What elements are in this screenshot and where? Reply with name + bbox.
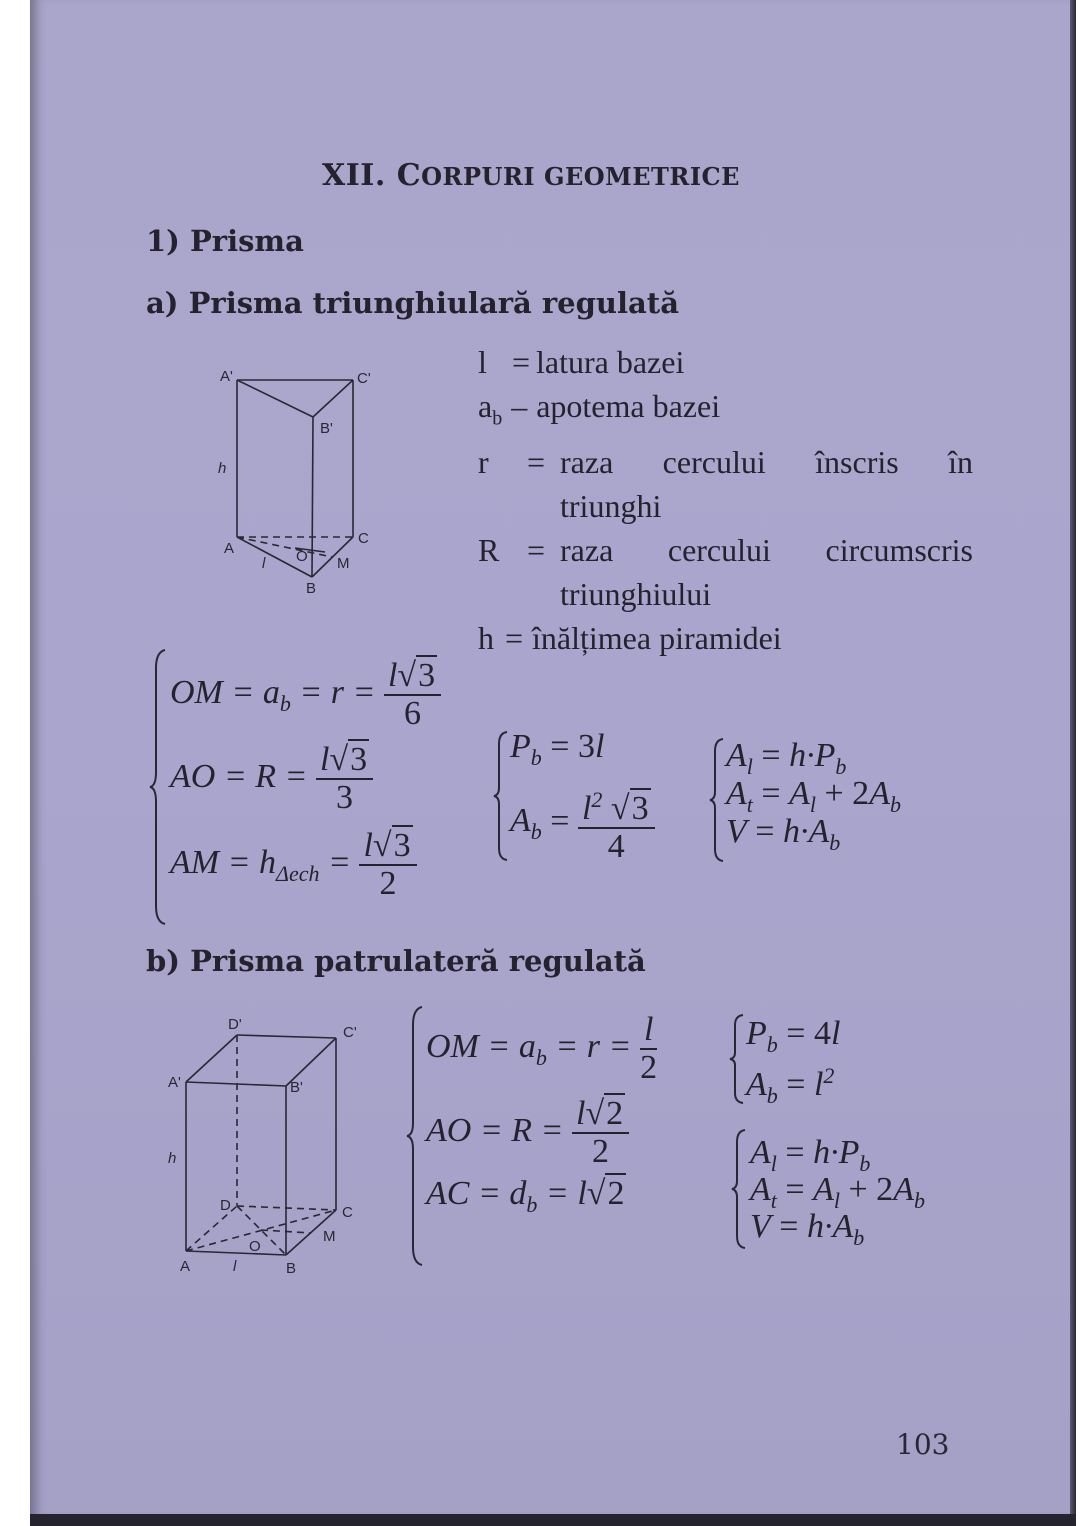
- base-area: $A_b = l^2$: [746, 1063, 835, 1108]
- relation-ao: AO = R = $\frac{l√3}{3}$: [170, 742, 373, 816]
- relation-ac: AC = $d_b = l√2$: [426, 1175, 625, 1217]
- legend-item: r = raza cercului înscris în: [478, 444, 973, 481]
- relation-om: OM = $a_b = r$ = $\frac{l}{2}$: [426, 1011, 658, 1086]
- legend-item: $a_b$ – apotema bazei: [478, 388, 721, 430]
- svg-text:D: D: [220, 1197, 231, 1214]
- left-brace-icon: [708, 737, 726, 863]
- legend-item-continued: triunghiului: [560, 576, 712, 613]
- page-edge-bottom: [30, 1514, 1076, 1526]
- svg-text:B: B: [306, 580, 317, 597]
- legend-item: R = raza cercului circumscris: [478, 532, 973, 569]
- left-brace-icon: [728, 1013, 746, 1105]
- page-edge: [1070, 0, 1076, 1516]
- legend-item-continued: triunghi: [560, 488, 662, 525]
- legend-item: l = latura bazei: [478, 344, 685, 380]
- left-brace-icon: [492, 730, 510, 862]
- left-brace-icon: [730, 1128, 748, 1250]
- svg-text:l: l: [233, 1258, 237, 1275]
- svg-text:C': C': [343, 1024, 357, 1041]
- base-perimeter: $P_b = 3l$: [510, 728, 605, 770]
- subsection-heading-triangular: a) Prisma triunghiulară regulată: [146, 286, 679, 320]
- svg-text:l: l: [262, 555, 266, 572]
- notation-legend: [478, 340, 973, 660]
- svg-text:B': B': [290, 1079, 303, 1096]
- lateral-area: $A_l = h\cdot P_b$: [726, 737, 847, 779]
- relation-ao: AO = R = $\frac{l√2}{2}$: [426, 1096, 629, 1170]
- svg-text:h: h: [218, 460, 227, 477]
- total-area: $A_t = A_l + 2A_b$: [726, 775, 901, 817]
- base-area: $A_b$ = $\frac{l^2 √3}{4}$: [510, 782, 655, 865]
- svg-text:C: C: [342, 1204, 353, 1221]
- svg-text:D': D': [228, 1016, 242, 1033]
- svg-text:A: A: [224, 540, 235, 557]
- triangular-prism-diagram: [200, 355, 400, 600]
- chapter-title: XII. CORPURI GEOMETRICE: [322, 158, 740, 193]
- left-brace-icon: [405, 1005, 425, 1267]
- svg-text:O: O: [296, 548, 308, 565]
- svg-text:A': A': [220, 368, 233, 385]
- quadrilateral-prism-diagram: [160, 1005, 380, 1285]
- left-brace-icon: [148, 648, 168, 926]
- subsection-heading-quadrilateral: b) Prisma patrulateră regulată: [146, 944, 646, 978]
- svg-text:O: O: [249, 1238, 261, 1255]
- svg-text:M: M: [323, 1228, 336, 1245]
- legend-item: h = înălțimea piramidei: [478, 620, 782, 657]
- svg-text:A': A': [168, 1074, 181, 1091]
- lateral-area: $A_l = h\cdot P_b$: [750, 1134, 871, 1176]
- svg-text:C: C: [358, 530, 369, 547]
- svg-text:h: h: [168, 1150, 177, 1167]
- svg-text:B': B': [320, 420, 333, 437]
- svg-text:C': C': [357, 370, 371, 387]
- volume: $V = h\cdot A_b$: [726, 813, 841, 855]
- section-heading-prisma: 1) Prisma: [146, 224, 304, 258]
- svg-text:A: A: [180, 1258, 191, 1275]
- page-number: 103: [896, 1428, 950, 1461]
- svg-text:B: B: [286, 1260, 297, 1277]
- svg-text:M: M: [337, 555, 350, 572]
- base-perimeter: $P_b = 4l$: [746, 1015, 841, 1057]
- volume: $V = h\cdot A_b$: [750, 1208, 865, 1250]
- relation-am: AM = $h_{\Delta ech}$ = $\frac{l√3}{2}$: [170, 828, 417, 902]
- relation-om: OM = $a_b = r$ = $\frac{l√3}{6}$: [170, 658, 441, 732]
- total-area: $A_t = A_l + 2A_b$: [750, 1171, 925, 1213]
